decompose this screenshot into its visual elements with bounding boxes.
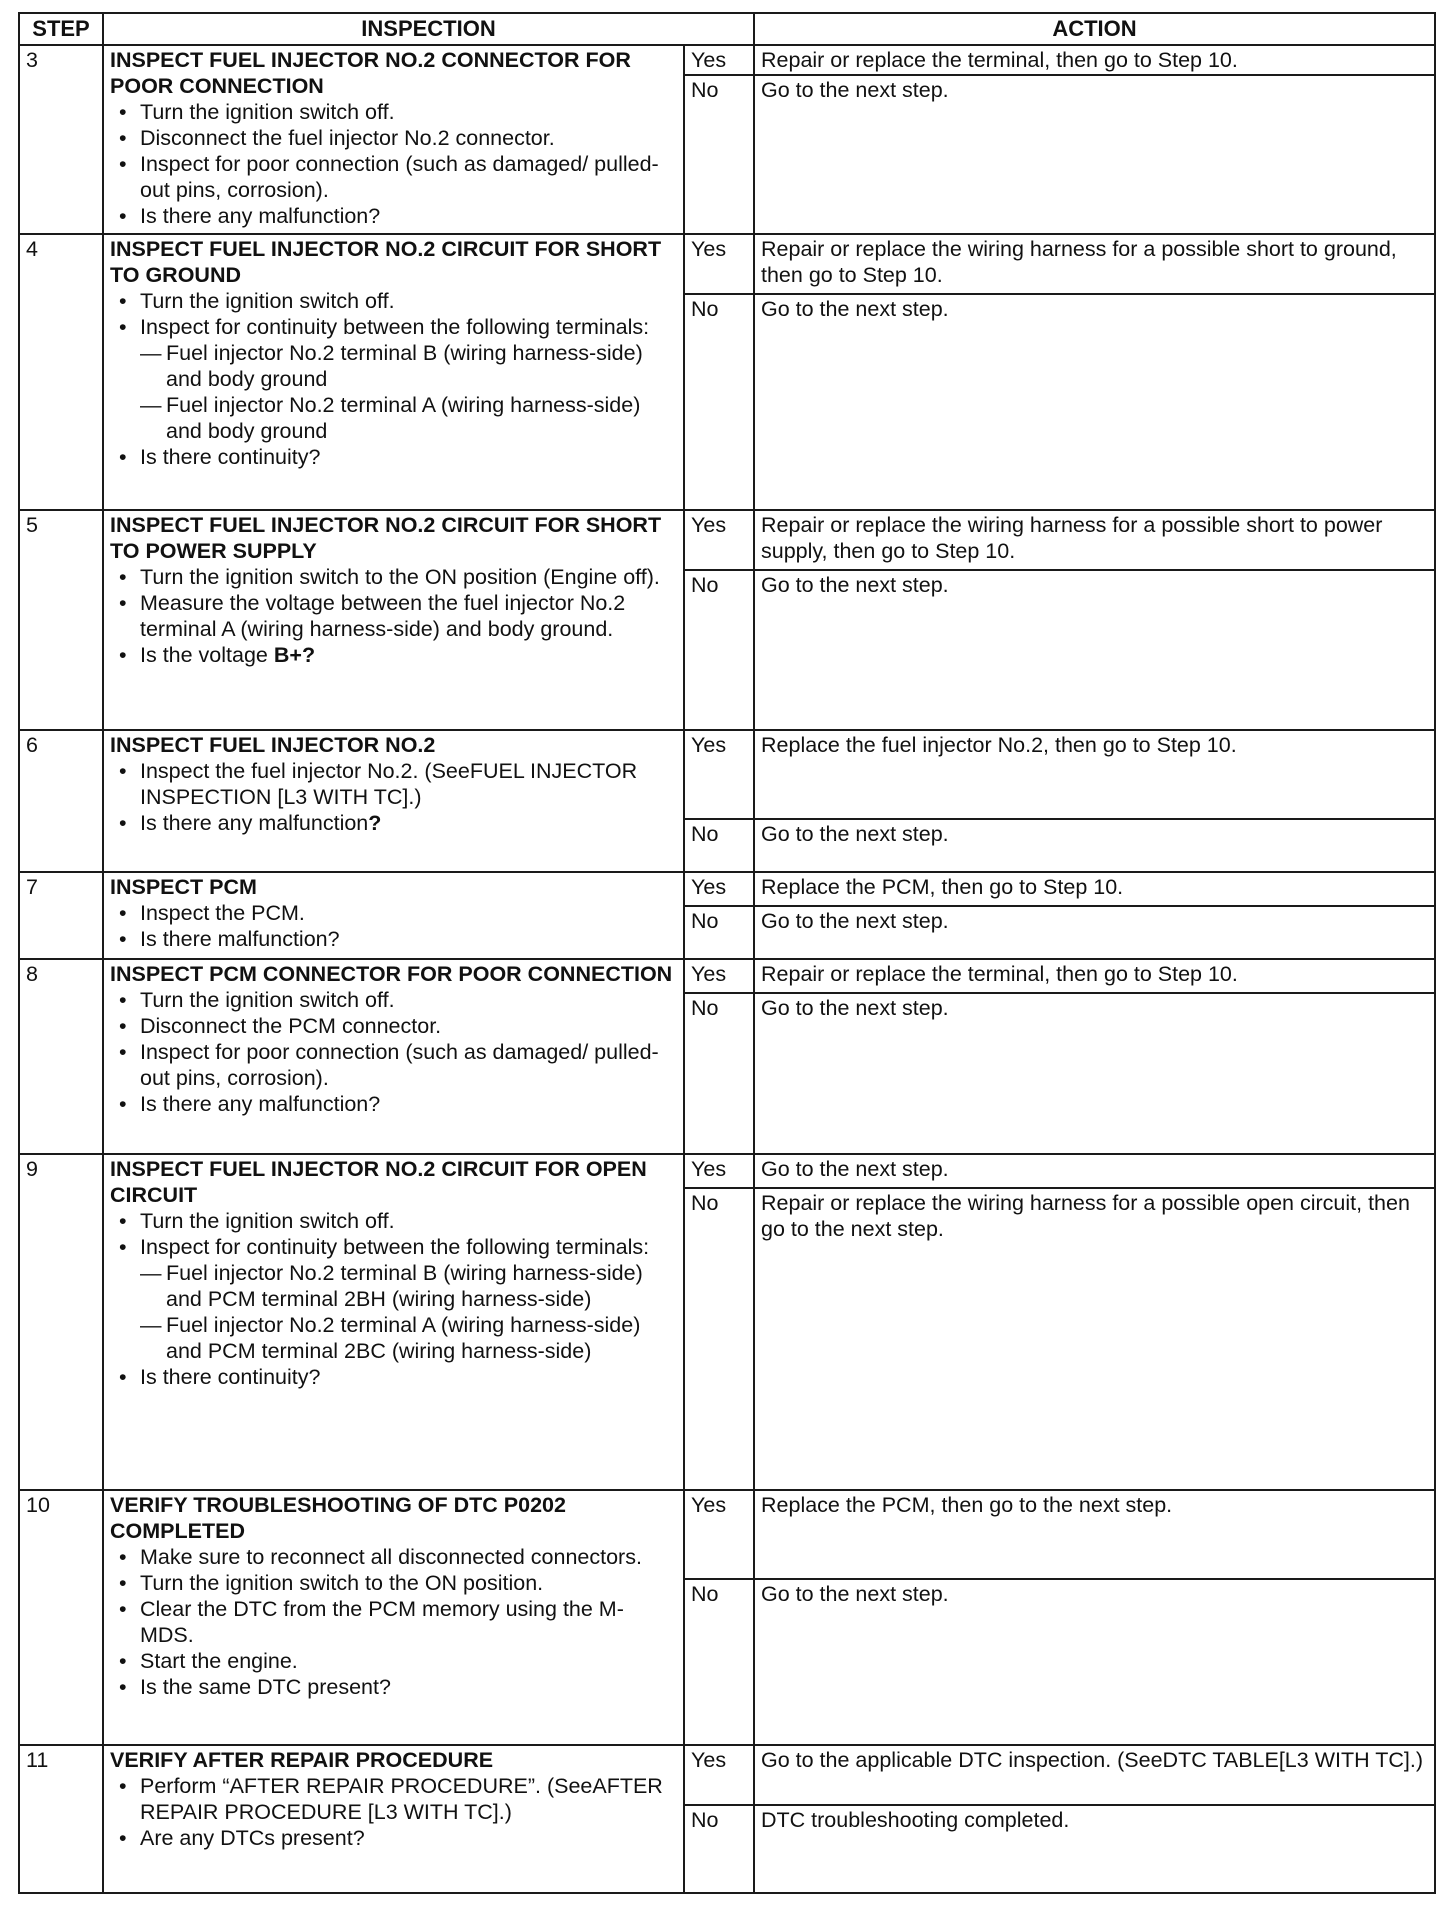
inspection-cell	[103, 1154, 684, 1490]
inspection-title: INSPECT FUEL INJECTOR NO.2 CIRCUIT FOR SHORT TO GROUND	[110, 237, 662, 287]
answer-no: No	[684, 1805, 754, 1893]
inspection-item: • Start the engine.	[140, 1648, 677, 1674]
answer-yes: Yes	[684, 1490, 754, 1579]
inspection-item: • Are any DTCs present?	[140, 1825, 677, 1851]
inspection-cell	[103, 45, 684, 234]
table-row	[19, 1154, 1435, 1188]
inspection-item: • Perform “AFTER REPAIR PROCEDURE”. (SeeAFTER REPAIR PROCEDURE [L3 WITH TC].)	[140, 1773, 677, 1825]
action-yes: Replace the fuel injector No.2, then go to Step 10.	[754, 730, 1435, 819]
step-number: 3	[19, 45, 103, 234]
inspection-cell	[103, 1490, 684, 1745]
inspection-item: • Clear the DTC from the PCM memory using the M-MDS.	[140, 1596, 677, 1648]
step-number: 8	[19, 959, 103, 1154]
inspection-title: INSPECT FUEL INJECTOR NO.2 CIRCUIT FOR OPEN CIRCUIT	[110, 1157, 647, 1207]
inspection-item-text: Inspect for continuity between the following terminals:	[140, 315, 650, 339]
inspection-item	[140, 810, 677, 836]
inspection-title: INSPECT FUEL INJECTOR NO.2	[110, 733, 436, 757]
inspection-item	[140, 1234, 677, 1364]
answer-no: No	[684, 570, 754, 730]
inspection-item: • Inspect for poor connection (such as damaged/ pulled-out pins, corrosion).	[140, 1039, 677, 1091]
header-step: STEP	[19, 13, 103, 45]
table-row	[19, 959, 1435, 993]
inspection-title: INSPECT PCM	[110, 875, 257, 899]
answer-no: No	[684, 1579, 754, 1745]
inspection-title: VERIFY TROUBLESHOOTING OF DTC P0202 COMPLETED	[110, 1493, 566, 1543]
action-yes: Repair or replace the terminal, then go to Step 10.	[754, 45, 1435, 75]
action-yes: Repair or replace the terminal, then go to Step 10.	[754, 959, 1435, 993]
inspection-item: • Measure the voltage between the fuel injector No.2 terminal A (wiring harness-side) and body ground.	[140, 590, 677, 642]
step-number: 5	[19, 510, 103, 730]
inspection-cell	[103, 959, 684, 1154]
answer-no: No	[684, 75, 754, 234]
inspection-title: INSPECT FUEL INJECTOR NO.2 CONNECTOR FOR POOR CONNECTION	[110, 48, 631, 98]
inspection-item: • Is there continuity?	[140, 1364, 677, 1390]
action-no: Go to the next step.	[754, 294, 1435, 510]
action-no: Go to the next step.	[754, 993, 1435, 1154]
answer-yes: Yes	[684, 872, 754, 906]
inspection-item: • Is there any malfunction?	[140, 203, 677, 229]
inspection-item-emphasis: ?	[368, 811, 382, 835]
action-no: DTC troubleshooting completed.	[754, 1805, 1435, 1893]
inspection-item: • Turn the ignition switch to the ON position.	[140, 1570, 677, 1596]
answer-no: No	[684, 819, 754, 872]
answer-yes: Yes	[684, 959, 754, 993]
inspection-cell	[103, 872, 684, 959]
answer-yes: Yes	[684, 510, 754, 570]
inspection-item: • Turn the ignition switch off.	[140, 987, 677, 1013]
action-no: Go to the next step.	[754, 570, 1435, 730]
action-yes: Repair or replace the wiring harness for a possible short to power supply, then go to Step 10.	[754, 510, 1435, 570]
header-action: ACTION	[754, 13, 1435, 45]
inspection-item: • Disconnect the PCM connector.	[140, 1013, 677, 1039]
inspection-item: • Turn the ignition switch to the ON position (Engine off).	[140, 564, 677, 590]
action-yes: Replace the PCM, then go to Step 10.	[754, 872, 1435, 906]
answer-yes: Yes	[684, 45, 754, 75]
inspection-item: • Make sure to reconnect all disconnected connectors.	[140, 1544, 677, 1570]
step-number: 4	[19, 234, 103, 510]
table-row	[19, 1745, 1435, 1805]
inspection-item: • Turn the ignition switch off.	[140, 288, 677, 314]
inspection-item-emphasis: B+?	[273, 643, 316, 667]
step-number: 10	[19, 1490, 103, 1745]
inspection-item: • Inspect the fuel injector No.2. (SeeFUEL INJECTOR INSPECTION [L3 WITH TC].)	[140, 758, 677, 810]
inspection-cell	[103, 510, 684, 730]
action-no: Go to the next step.	[754, 906, 1435, 959]
inspection-cell	[103, 1745, 684, 1893]
answer-yes: Yes	[684, 1745, 754, 1805]
troubleshooting-table	[18, 12, 1436, 1894]
table-row	[19, 234, 1435, 294]
inspection-item: • Inspect the PCM.	[140, 900, 677, 926]
inspection-title: VERIFY AFTER REPAIR PROCEDURE	[110, 1748, 494, 1772]
action-yes: Go to the next step.	[754, 1154, 1435, 1188]
inspection-subitem: — Fuel injector No.2 terminal A (wiring harness-side) and body ground	[166, 392, 677, 444]
step-number: 7	[19, 872, 103, 959]
inspection-subitem: — Fuel injector No.2 terminal B (wiring harness-side) and body ground	[166, 340, 677, 392]
table-row	[19, 730, 1435, 819]
inspection-title: INSPECT FUEL INJECTOR NO.2 CIRCUIT FOR SHORT TO POWER SUPPLY	[110, 513, 662, 563]
answer-no: No	[684, 993, 754, 1154]
answer-yes: Yes	[684, 730, 754, 819]
inspection-item-text: Inspect for continuity between the following terminals:	[140, 1235, 650, 1259]
inspection-subitem: — Fuel injector No.2 terminal B (wiring harness-side) and PCM terminal 2BH (wiring harness-side)	[166, 1260, 677, 1312]
inspection-subitem: — Fuel injector No.2 terminal A (wiring harness-side) and PCM terminal 2BC (wiring harness-side)	[166, 1312, 677, 1364]
header-inspection: INSPECTION	[103, 13, 754, 45]
step-number: 9	[19, 1154, 103, 1490]
answer-yes: Yes	[684, 234, 754, 294]
inspection-item: • Disconnect the fuel injector No.2 connector.	[140, 125, 677, 151]
inspection-item: • Turn the ignition switch off.	[140, 1208, 677, 1234]
inspection-item	[140, 314, 677, 444]
answer-no: No	[684, 906, 754, 959]
inspection-item: • Is there continuity?	[140, 444, 677, 470]
inspection-cell	[103, 730, 684, 872]
action-yes: Go to the applicable DTC inspection. (SeeDTC TABLE[L3 WITH TC].)	[754, 1745, 1435, 1805]
inspection-item: • Turn the ignition switch off.	[140, 99, 677, 125]
table-row	[19, 872, 1435, 906]
inspection-item-text: Is the voltage	[140, 643, 268, 667]
step-number: 11	[19, 1745, 103, 1893]
table-header-row	[19, 13, 1435, 45]
inspection-item: • Is there any malfunction?	[140, 1091, 677, 1117]
answer-yes: Yes	[684, 1154, 754, 1188]
table-row	[19, 45, 1435, 75]
action-no: Go to the next step.	[754, 75, 1435, 234]
inspection-item-text: Is there any malfunction	[140, 811, 369, 835]
answer-no: No	[684, 1188, 754, 1490]
inspection-item: • Inspect for poor connection (such as damaged/ pulled-out pins, corrosion).	[140, 151, 677, 203]
action-yes: Replace the PCM, then go to the next step.	[754, 1490, 1435, 1579]
step-number: 6	[19, 730, 103, 872]
inspection-item	[140, 642, 677, 668]
action-no: Go to the next step.	[754, 1579, 1435, 1745]
table-row	[19, 510, 1435, 570]
action-no: Repair or replace the wiring harness for a possible open circuit, then go to the next step.	[754, 1188, 1435, 1490]
answer-no: No	[684, 294, 754, 510]
inspection-item: • Is there malfunction?	[140, 926, 677, 952]
action-no: Go to the next step.	[754, 819, 1435, 872]
table-row	[19, 1490, 1435, 1579]
action-yes: Repair or replace the wiring harness for a possible short to ground, then go to Step 10.	[754, 234, 1435, 294]
inspection-item: • Is the same DTC present?	[140, 1674, 677, 1700]
inspection-cell	[103, 234, 684, 510]
inspection-title: INSPECT PCM CONNECTOR FOR POOR CONNECTION	[110, 962, 673, 986]
